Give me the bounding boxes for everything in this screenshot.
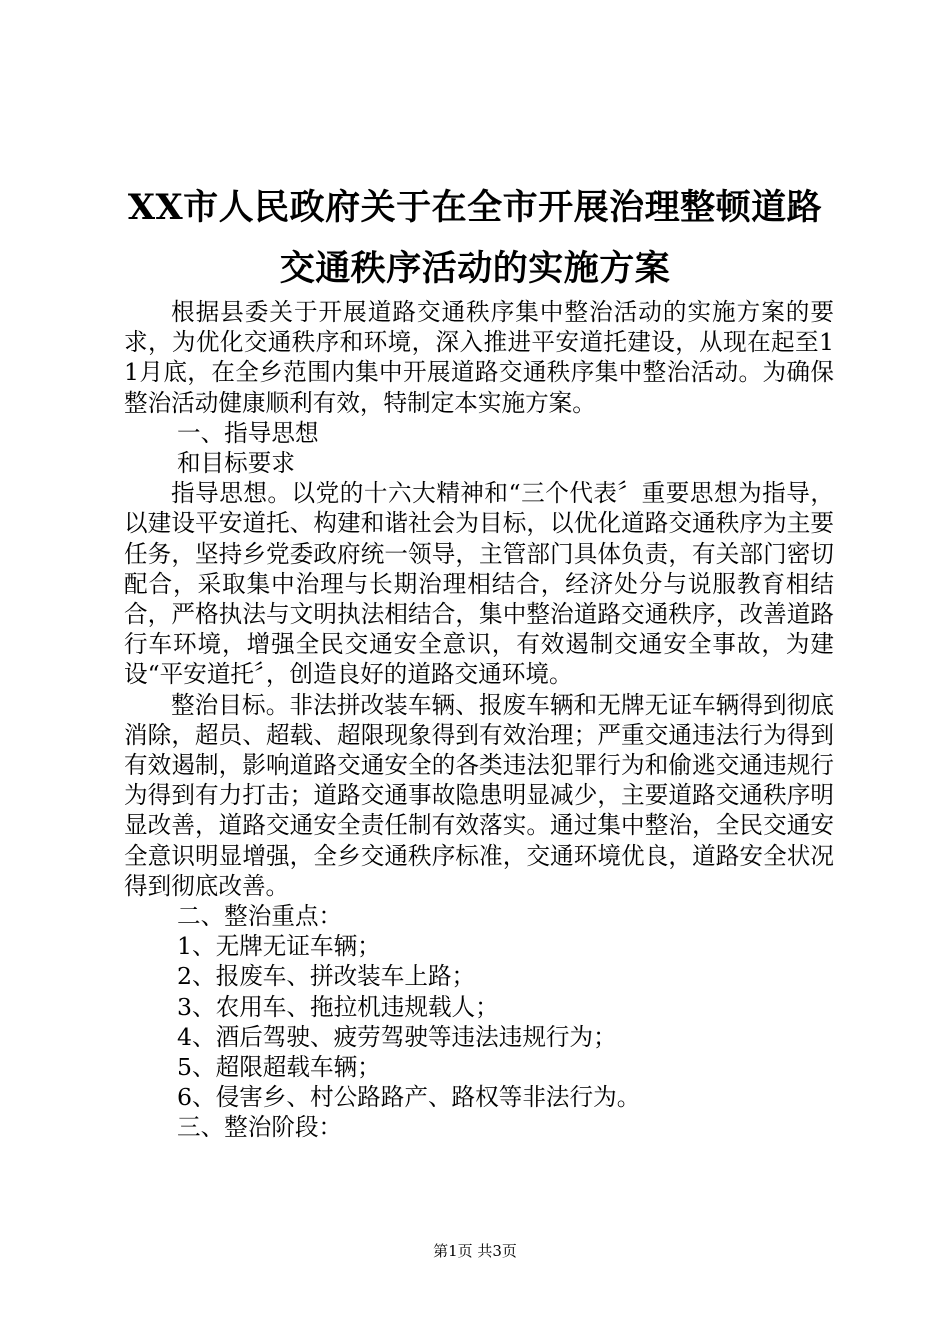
page-number-footer: 第1页 共3页	[433, 1242, 517, 1260]
section-3-heading: 三、整治阶段：	[177, 1113, 343, 1142]
focus-item-4: 4、酒后驾驶、疲劳驾驶等违法违规行为；	[177, 1022, 617, 1051]
focus-item-6: 6、侵害乡、村公路路产、路权等非法行为。	[177, 1083, 641, 1112]
focus-item-5: 5、超限超载车辆；	[177, 1053, 381, 1082]
focus-item-3: 3、农用车、拖拉机违规载人；	[177, 992, 499, 1021]
goals-paragraph: 整治目标。非法拼改装车辆、报废车辆和无牌无证车辆得到彻底消除，超员、超载、超限现象得到有效治理；严重交通违法行为得到有效遏制，影响道路交通安全的各类违法犯罪行为和偷逃交通违规行为得到有力打击；道路交通事故隐患明显减少，主要道路交通秩序明显改善，道路交通安全责任制有效落实。通过集中整治，全民交通安全意识明显增强，全乡交通秩序标准，交通环境优良，道路安全状况得到彻底改善。	[124, 690, 834, 900]
document-title-line-2: 交通秩序活动的实施方案	[279, 248, 671, 289]
section-2-heading: 二、整治重点：	[177, 902, 343, 931]
focus-item-1: 1、无牌无证车辆；	[177, 932, 381, 961]
intro-paragraph: 根据县委关于开展道路交通秩序集中整治活动的实施方案的要求，为优化交通秩序和环境，深入推进平安道托建设，从现在起至11月底，在全乡范围内集中开展道路交通秩序集中整治活动。为确保整治活动健康顺利有效，特制定本实施方案。	[124, 298, 834, 417]
guiding-thought-paragraph: 指导思想。以党的十六大精神和“三个代表〞重要思想为指导，以建设平安道托、构建和谐社会为目标，以优化道路交通秩序为主要任务，坚持乡党委政府统一领导，主管部门具体负责，有关部门密切配合，采取集中治理与长期治理相结合，经济处分与说服教育相结合，严格执法与文明执法相结合，集中整治道路交通秩序，改善道路行车环境，增强全民交通安全意识，有效遏制交通安全事故，为建设“平安道托〞，创造良好的道路交通环境。	[124, 479, 834, 689]
focus-item-2: 2、报废车、拼改装车上路；	[177, 962, 476, 991]
document-body	[124, 297, 834, 1143]
section-1-heading: 一、指导思想	[177, 418, 319, 447]
section-1-heading-continued: 和目标要求	[177, 449, 295, 478]
document-title-line-1: XX市人民政府关于在全市开展治理整顿道路	[127, 187, 823, 228]
